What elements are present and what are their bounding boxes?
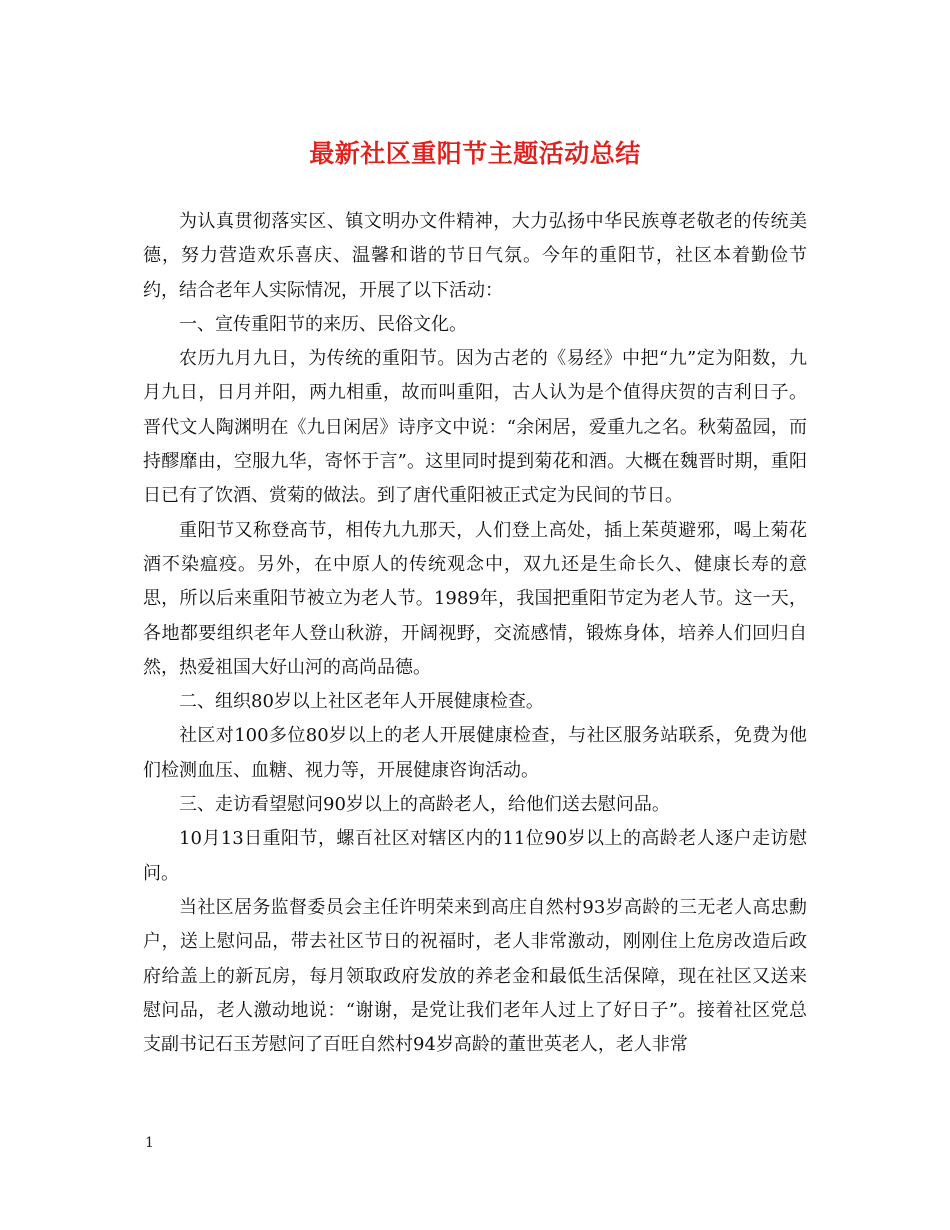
section-heading-3: 三、走访看望慰问90岁以上的高龄老人，给他们送去慰问品。 — [179, 794, 670, 816]
page-number: 1 — [145, 1135, 154, 1151]
paragraph-intro: 为认真贯彻落实区、镇文明办文件精神，大力弘扬中华民族尊老敬老的传统美德，努力营造欢乐喜庆、温馨和谐的节日气氛。今年的重阳节，社区本着勤俭节约，结合老年人实际情况，开展了以下活动： — [143, 211, 807, 301]
document-body — [143, 205, 807, 1062]
paragraph-health-check: 社区对100多位80岁以上的老人开展健康检查，与社区服务站联系，免费为他们检测血压、血糖、视力等，开展健康咨询活动。 — [143, 725, 807, 781]
paragraph-visit-detail: 当社区居务监督委员会主任许明荣来到高庄自然村93岁高龄的三无老人高忠勳户，送上慰问品，带去社区节日的祝福时，老人非常激动，刚刚住上危房改造后政府给盖上的新瓦房，每月领取政府发放的养老金和最低生活保障，现在社区又送来慰问品，老人激动地说：“谢谢，是党让我们老年人过上了好日子”。接着社区党总支副书记石玉芳慰问了百旺自然村94岁高龄的董世英老人，老人非常 — [143, 896, 807, 1056]
paragraph-elderly-day: 重阳节又称登高节，相传九九那天，人们登上高处，插上茱萸避邪，喝上菊花酒不染瘟疫。另外，在中原人的传统观念中，双九还是生命长久、健康长寿的意思，所以后来重阳节被立为老人节。1989年，我国把重阳节定为老人节。这一天，各地都要组织老年人登山秋游，开阔视野，交流感情，锻炼身体，培养人们回归自然，热爱祖国大好山河的高尚品德。 — [143, 519, 807, 678]
paragraph-visit: 10月13日重阳节，螺百社区对辖区内的11位90岁以上的高龄老人逐户走访慰问。 — [143, 828, 807, 884]
document-title: 最新社区重阳节主题活动总结 — [309, 139, 641, 168]
paragraph-origin: 农历九月九日，为传统的重阳节。因为古老的《易经》中把“九”定为阳数，九月九日，日月并阳，两九相重，故而叫重阳，古人认为是个值得庆贺的吉利日子。晋代文人陶渊明在《九日闲居》诗序文中说：“余闲居，爱重九之名。秋菊盈园，而持醪靡由，空服九华，寄怀于言”。这里同时提到菊花和酒。大概在魏晋时期，重阳日已有了饮酒、赏菊的做法。到了唐代重阳被正式定为民间的节日。 — [143, 348, 807, 507]
section-heading-2: 二、组织80岁以上社区老年人开展健康检查。 — [179, 691, 544, 713]
section-heading-1: 一、宣传重阳节的来历、民俗文化。 — [179, 313, 467, 335]
